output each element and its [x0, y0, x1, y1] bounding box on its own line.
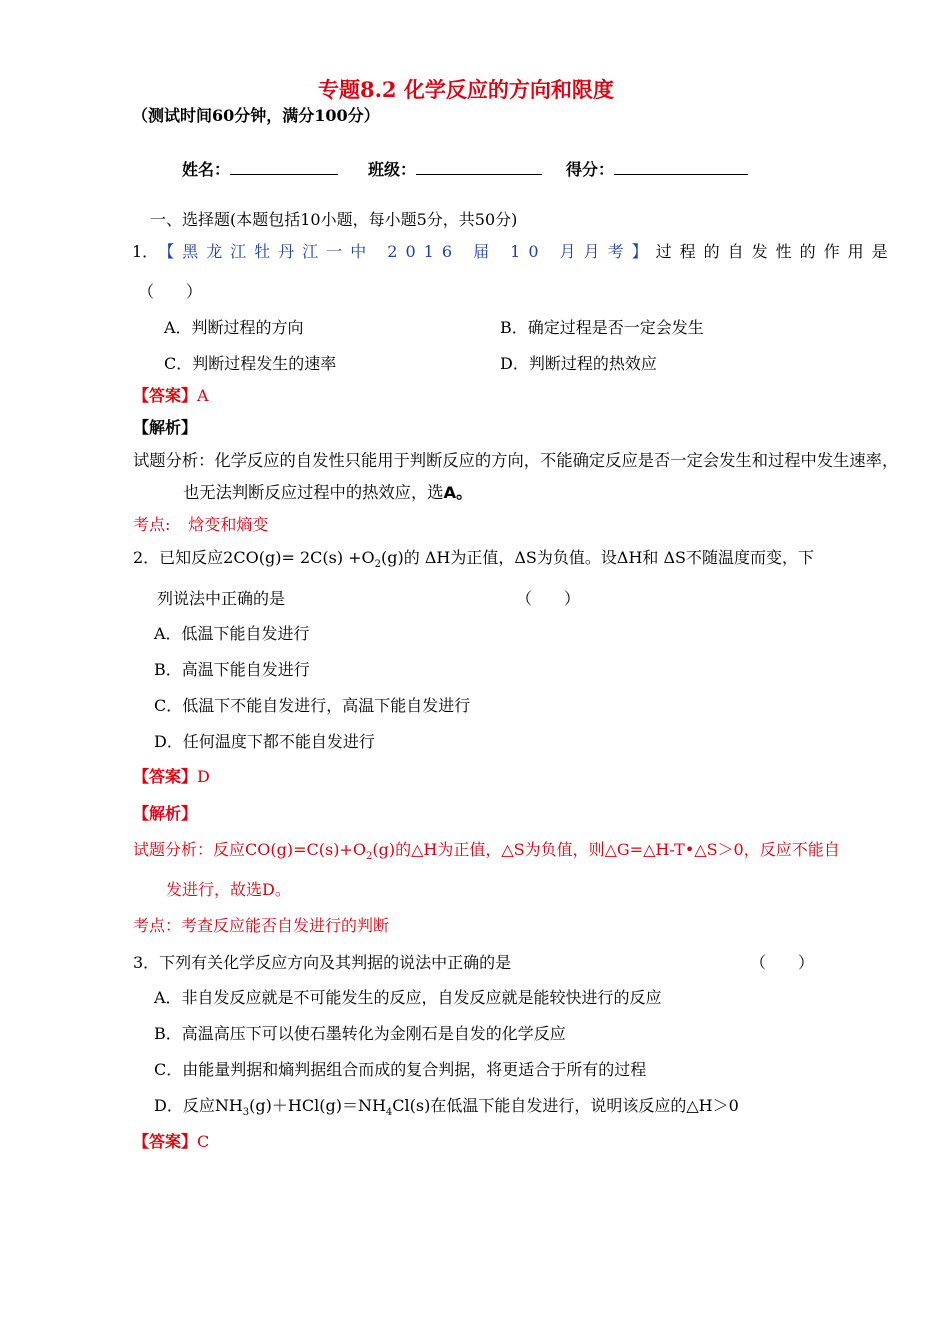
- section-heading: 一、选择题(本题包括10小题，每小题5分，共50分): [150, 210, 518, 229]
- class-label: 班级：: [368, 160, 417, 179]
- q1-answer-value: A: [197, 386, 209, 405]
- q3-option-d: [154, 1096, 739, 1123]
- q3-answer-value: C: [197, 1132, 210, 1151]
- score-field: [566, 160, 748, 180]
- q2-option-b: B．高温下能自发进行: [154, 660, 310, 679]
- q2-option-d: D．任何温度下都不能自发进行: [154, 732, 375, 751]
- q1-option-d: D．判断过程的热效应: [500, 354, 657, 373]
- q2-analysis-part2: (g)的△H为正值，△S为负值，则△G=△H-T•△S＞0，反应不能自: [372, 840, 840, 859]
- q3-answer: [133, 1132, 209, 1152]
- q3-option-c: C．由能量判据和熵判据组合而成的复合判据，将更适合于所有的过程: [154, 1060, 647, 1079]
- q1-analysis-text: 也无法判断反应过程中的热效应，选: [183, 483, 444, 502]
- q1-analysis-label: 【解析】: [133, 418, 198, 437]
- q1-answer-label: 【答案】: [133, 386, 198, 405]
- q1-option-a: A．判断过程的方向: [164, 318, 304, 337]
- q3-option-d-sub2: 4: [385, 1107, 393, 1119]
- class-field: [368, 160, 542, 180]
- q3-option-d-part3: Cl(s)在低温下能自发进行，说明该反应的△H＞0: [392, 1096, 739, 1115]
- q3-option-b: B．高温高压下可以使石墨转化为金刚石是自发的化学反应: [154, 1024, 566, 1043]
- q2-stem-sub: 2: [374, 559, 382, 571]
- q1-option-b: B．确定过程是否一定会发生: [500, 318, 704, 337]
- score-label: 得分：: [566, 160, 615, 179]
- q3-option-a: A．非自发反应就是不可能发生的反应，自发反应就是能较快进行的反应: [154, 988, 662, 1007]
- q2-analysis-part1: 试题分析：反应CO(g)=C(s)+O: [133, 840, 366, 859]
- q2-stem-line1: [133, 548, 814, 575]
- q2-analysis-line2: 发进行，故选D。: [166, 880, 291, 899]
- score-blank: [614, 160, 748, 175]
- q1-number: 1．: [132, 242, 159, 261]
- q2-key-point: 考点：考查反应能否自发进行的判断: [133, 916, 390, 935]
- q1-source: 【黑龙江牡丹江一中 2016 届 10 月月考】: [158, 242, 656, 261]
- q1-answer: [133, 386, 209, 406]
- test-info: （测试时间60分钟，满分100分）: [132, 106, 380, 125]
- name-label: 姓名：: [182, 160, 231, 179]
- q1-stem: 过程的自发性的作用是: [655, 242, 896, 261]
- q2-option-c: C．低温下不能自发进行，高温下能自发进行: [154, 696, 471, 715]
- q1-option-c: C．判断过程发生的速率: [164, 354, 337, 373]
- q3-option-d-sub1: 3: [242, 1107, 250, 1119]
- q2-analysis-line1: [133, 840, 840, 867]
- q2-stem-part1: 2．已知反应2CO(g)= 2C(s) +O: [133, 548, 375, 567]
- q2-answer: [133, 767, 210, 787]
- q1-key-point: [133, 515, 268, 535]
- q1-paren: （ ）: [138, 282, 203, 301]
- q3-paren: （ ）: [750, 953, 815, 972]
- page-title: 专题8.2 化学反应的方向和限度: [318, 77, 614, 102]
- q3-stem: 3．下列有关化学反应方向及其判据的说法中正确的是: [133, 953, 512, 972]
- q2-answer-value: D: [197, 767, 210, 786]
- q2-analysis-sub: 2: [365, 851, 373, 863]
- q2-analysis-label: 【解析】: [133, 804, 198, 823]
- q1-point-label: 考点:: [133, 515, 171, 534]
- question-1: [132, 242, 896, 262]
- q1-analysis-line1: 试题分析：化学反应的自发性只能用于判断反应的方向，不能确定反应是否一定会发生和过程中发生速率，: [133, 451, 899, 470]
- name-blank: [230, 160, 338, 175]
- q1-analysis-choice: A。: [443, 483, 473, 502]
- name-field: [182, 160, 338, 180]
- q2-answer-label: 【答案】: [133, 767, 198, 786]
- q2-paren: （ ）: [516, 589, 581, 608]
- class-blank: [416, 160, 542, 175]
- q2-stem-line2: 列说法中正确的是: [157, 589, 286, 608]
- q2-option-a: A．低温下能自发进行: [154, 624, 310, 643]
- q3-option-d-part1: D．反应NH: [154, 1096, 243, 1115]
- q1-point-value: 焓变和熵变: [188, 515, 269, 534]
- q1-analysis-line2: [183, 483, 472, 503]
- q3-option-d-part2: (g)＋HCl(g)＝NH: [249, 1096, 386, 1115]
- q2-stem-part2: (g)的 ΔH为正值，ΔS为负值。设ΔH和 ΔS不随温度而变，下: [381, 548, 814, 567]
- q3-answer-label: 【答案】: [133, 1132, 198, 1151]
